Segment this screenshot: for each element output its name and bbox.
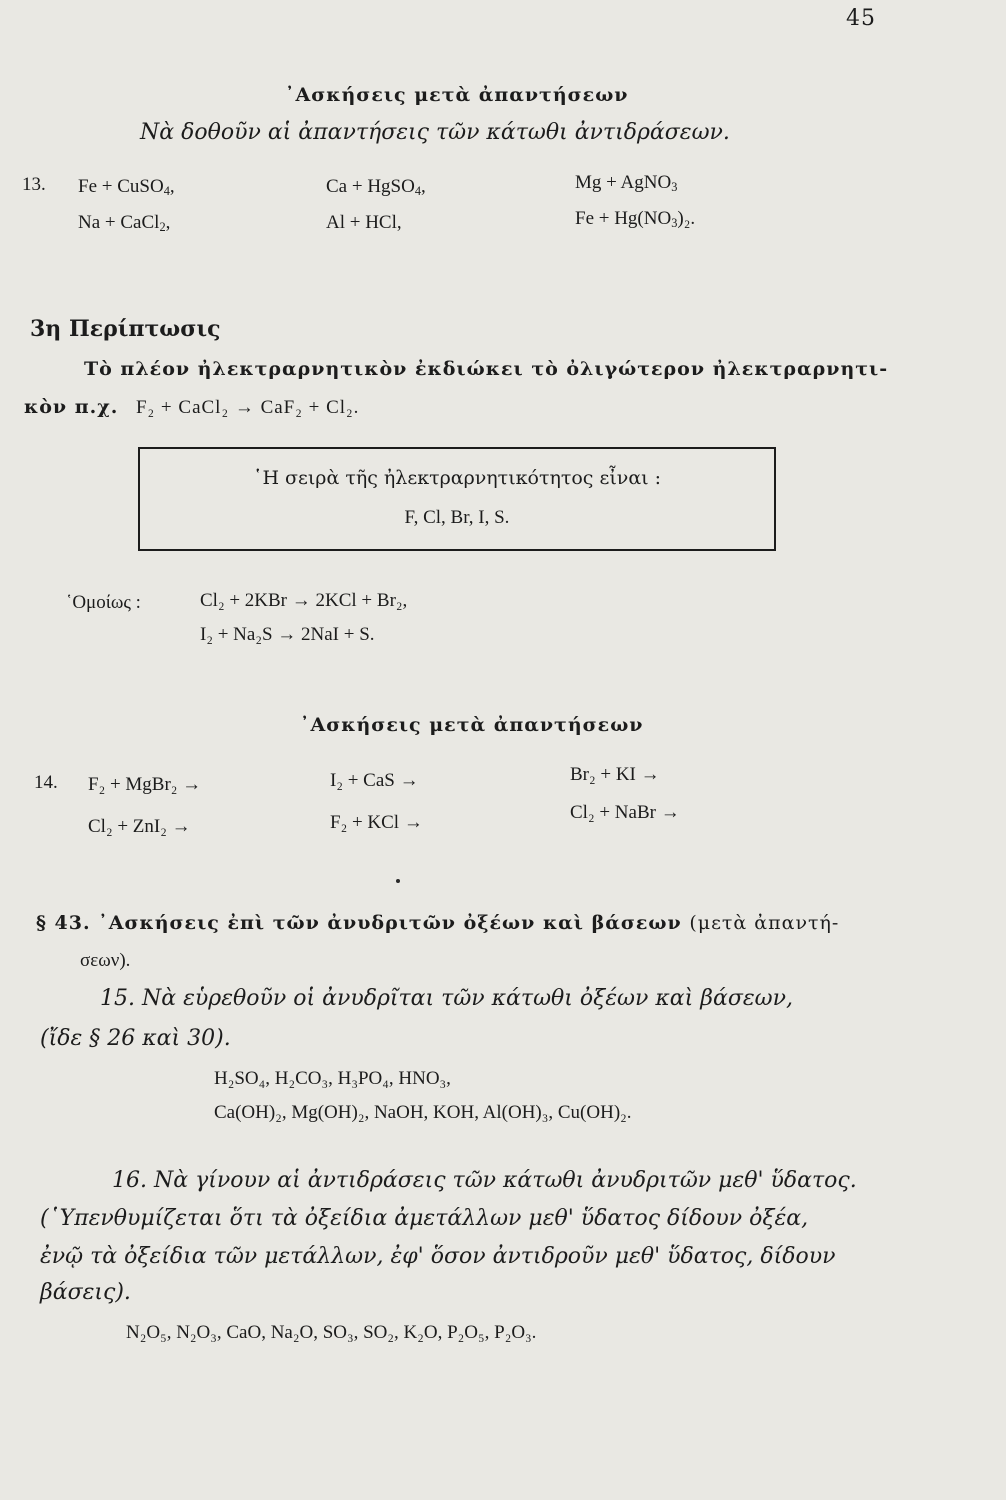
section-43-note-end: σεων). [80,950,131,971]
case-3-text-line-1: Τὸ πλέον ἠλεκτραρνητικὸν ἐκδιώκει τὸ ὀλιγώτερον ἠλεκτραρνητι- [84,358,889,380]
reaction-14-a: F₂ + MgBr₂ → [88,774,202,795]
exercise-15-acids: H₂SO₄, H₂CO₃, H₃PO₄, HNO₃, [214,1068,451,1089]
stray-dot [396,879,400,883]
reaction-14-e: F₂ + KCl → [330,812,423,833]
similarly-label: ῾Ομοίως : [66,592,141,613]
reaction-13-d: Na + CaCl$_2$, [78,212,171,235]
reaction-13-f: $Fe + Hg(NO_3)_2$. [575,208,696,231]
section-43-note: (μετὰ ἀπαντή- [689,912,840,934]
similarly-reaction-2: I₂ + Na₂S → 2NaI + S. [200,624,375,645]
similarly-reaction-1: Cl₂ + 2KBr → 2KCl + Br₂, [200,590,408,611]
case-3-example-formula: F₂ + CaCl₂ → CaF₂ + Cl₂. [135,397,360,418]
case-3-text-line-2: κὸν π.χ. F₂ + CaCl₂ → CaF₂ + Cl₂. [24,396,360,418]
exercises-heading-1: ᾿Ασκήσεις μετὰ ἀπαντήσεων [285,84,629,106]
reaction-14-b: I₂ + CaS → [330,770,419,791]
exercise-15-line-2: (ἴδε § 26 καὶ 30). [40,1026,231,1051]
exercises-heading-2: ᾿Ασκήσεις μετὰ ἀπαντήσεων [300,714,644,736]
reaction-14-d: Cl₂ + ZnI₂ → [88,816,191,837]
exercise-16-oxides: N₂O₅, N₂O₃, CaO, Na₂O, SO₃, SO₂, K₂O, P₂O₅, P₂O₃. [126,1322,537,1343]
exercise-13-number: 13. [22,174,46,195]
section-43-label: § 43. [36,912,91,934]
reaction-13-b: Ca + HgSO$_4$, [326,176,426,199]
section-43-title: ᾿Ασκήσεις ἐπὶ τῶν ἀνυδριτῶν ὀξέων καὶ βάσεων [98,912,682,934]
reaction-13-c: Mg + AgNO$_3$ [575,172,678,195]
exercise-14-number: 14. [34,772,58,793]
exercise-15-bases: Ca(OH)₂, Mg(OH)₂, NaOH, KOH, Al(OH)₃, Cu(OH)₂. [214,1102,632,1123]
reaction-13-a: Fe + CuSO$_4$, [78,176,175,199]
section-43-heading [36,912,839,934]
electronegativity-box [138,447,776,551]
electronegativity-box-line-1: ῾Η σειρὰ τῆς ἠλεκτραρνητικότητος εἶναι : [252,467,662,489]
exercise-16-line-3: ἐνῷ τὰ ὀξείδια τῶν μετάλλων, ἐφ' ὅσον ἀντιδροῦν μεθ' ὕδατος, δίδουν [40,1244,836,1269]
reaction-14-f: Cl₂ + NaBr → [570,802,680,823]
exercise-16-line-4: βάσεις). [40,1280,131,1305]
case-3-title: 3η Περίπτωσις [30,316,221,342]
exercise-13-instruction: Νὰ δοθοῦν αἱ ἀπαντήσεις τῶν κάτωθι ἀντιδράσεων. [140,120,730,145]
reaction-14-c: Br₂ + KI → [570,764,660,785]
exercise-16-line-1: 16. Νὰ γίνουν αἱ ἀντιδράσεις τῶν κάτωθι ἀνυδριτῶν μεθ' ὕδατος. [112,1168,857,1193]
page-number: 45 [846,6,876,31]
exercise-15-line-1: 15. Νὰ εὑρεθοῦν οἱ ἀνυδρῖται τῶν κάτωθι ὀξέων καὶ βάσεων, [100,986,793,1011]
reaction-13-e: Al + HCl, [326,212,402,233]
electronegativity-series: F, Cl, Br, I, S. [404,507,510,528]
exercise-16-line-2: (῾Υπενθυμίζεται ὅτι τὰ ὀξείδια ἀμετάλλων μεθ' ὕδατος δίδουν ὀξέα, [40,1206,809,1231]
